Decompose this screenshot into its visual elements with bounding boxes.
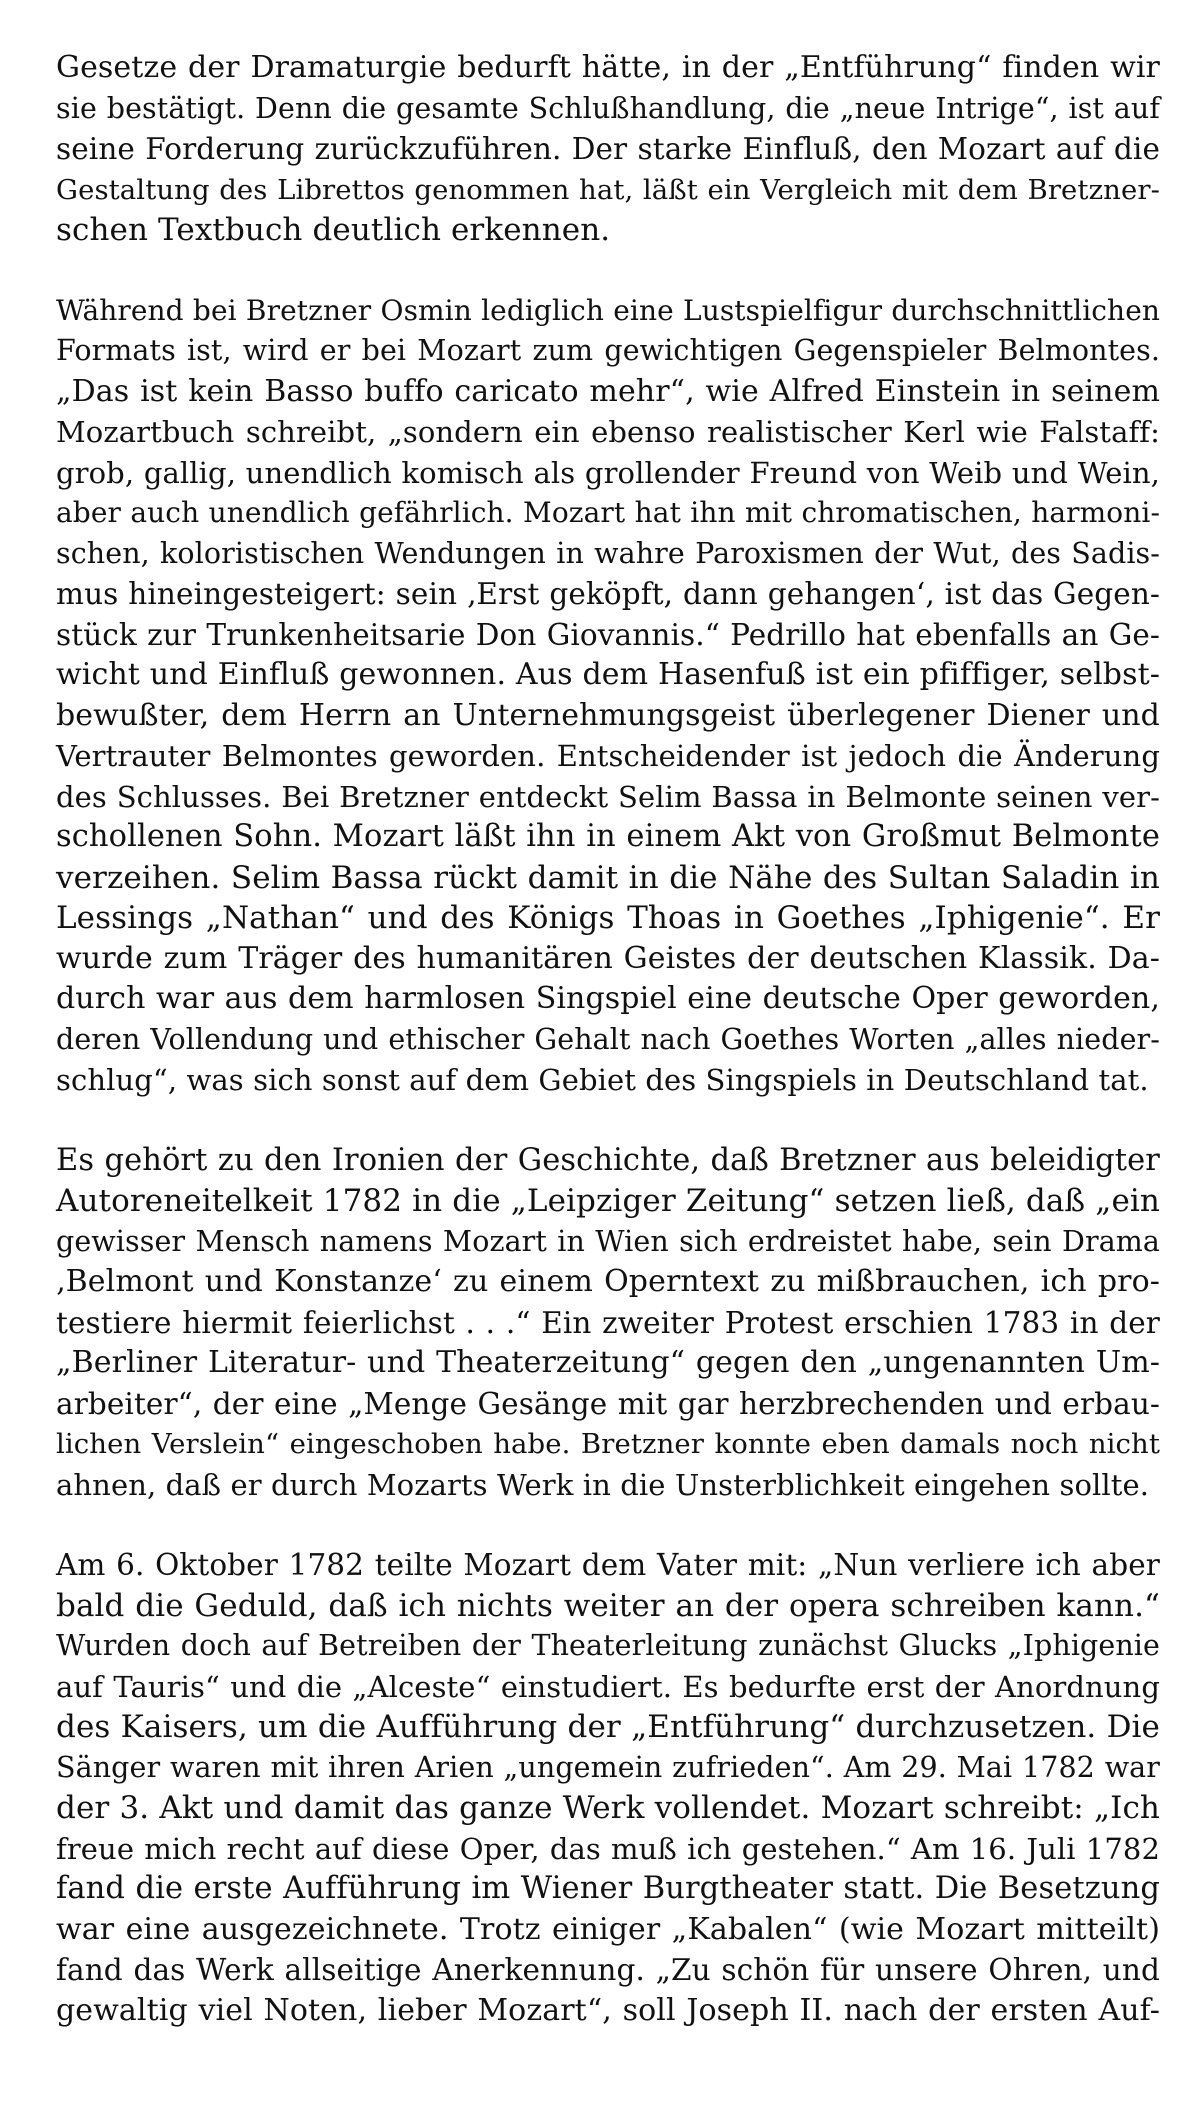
- text-line: Am 6. Oktober 1782 teilte Mozart dem Vater mit: „Nun verliere ich aber: [56, 1548, 1160, 1582]
- text-line: schlug“, was sich sonst auf dem Gebiet des Singspiels in Deutschland tat.: [56, 1063, 1149, 1097]
- text-line: des Schlusses. Bei Bretzner entdeckt Selim Bassa in Belmonte seinen ver-: [56, 779, 1160, 814]
- text-line: Wurden doch auf Betreiben der Theaterleitung zunächst Glucks „Iphigenie: [56, 1629, 1160, 1662]
- text-line: war eine ausgezeichnete. Trotz einiger „Kabalen“ (wie Mozart mitteilt): [56, 1911, 1160, 1947]
- text-line: Sänger waren mit ihren Arien „ungemein zufrieden“. Am 29. Mai 1782 war: [56, 1750, 1160, 1784]
- text-line: arbeiter“, der eine „Menge Gesänge mit gar herzbrechenden und erbau-: [56, 1386, 1160, 1421]
- text-line: wicht und Einfluß gewonnen. Aus dem Hasenfuß ist ein pfiffiger, selbst-: [56, 657, 1160, 692]
- text-line: deren Vollendung und ethischer Gehalt nach Goethes Worten „alles nieder-: [56, 1022, 1160, 1056]
- text-line: Formats ist, wird er bei Mozart zum gewichtigen Gegenspieler Belmontes.: [56, 334, 1160, 367]
- text-line: auf Tauris“ und die „Alceste“ einstudiert. Es bedurfte erst der Anordnung: [56, 1669, 1160, 1704]
- text-line: Gestaltung des Librettos genommen hat, läßt ein Vergleich mit dem Bretzner-: [56, 173, 1160, 206]
- text-line: fand das Werk allseitige Anerkennung. „Zu schön für unsere Ohren, und: [56, 1953, 1160, 1987]
- text-line: aber auch unendlich gefährlich. Mozart hat ihn mit chromatischen, harmoni-: [56, 496, 1160, 529]
- text-line: bewußter, dem Herrn an Unternehmungsgeist überlegener Diener und: [56, 697, 1160, 733]
- text-line: stück zur Trunkenheitsarie Don Giovannis.“ Pedrillo hat ebenfalls an Ge-: [56, 617, 1160, 652]
- text-line: gewisser Mensch namens Mozart in Wien sich erdreistet habe, sein Drama: [56, 1224, 1160, 1258]
- text-line: freue mich recht auf diese Oper, das muß ich gestehen.“ Am 16. Juli 1782: [56, 1831, 1160, 1866]
- paragraph-4: [56, 1545, 1160, 2031]
- text-line: durch war aus dem harmlosen Singspiel eine deutsche Oper geworden,: [56, 981, 1160, 1016]
- text-line: „Berliner Literatur- und Theaterzeitung“ gegen den „ungenannten Um-: [56, 1345, 1160, 1380]
- text-line: des Kaisers, um die Aufführung der „Entführung“ durchzusetzen. Die: [56, 1709, 1160, 1745]
- text-line: der 3. Akt und damit das ganze Werk vollendet. Mozart schreibt: „Ich: [56, 1790, 1160, 1826]
- text-line: Es gehört zu den Ironien der Geschichte, daß Bretzner aus beleidigter: [56, 1142, 1160, 1178]
- text-line: seine Forderung zurückzuführen. Der starke Einfluß, den Mozart auf die: [56, 132, 1160, 166]
- text-line: verzeihen. Selim Bassa rückt damit in die Nähe des Sultan Saladin in: [56, 859, 1160, 896]
- paragraph-2: [56, 291, 1160, 1101]
- text-line: Mozartbuch schreibt, „sondern ein ebenso realistischer Kerl wie Falstaff:: [56, 415, 1160, 449]
- text-line: Vertrauter Belmontes geworden. Entscheidender ist jedoch die Änderung: [56, 739, 1160, 773]
- text-line: ‚Belmont und Konstanze‘ zu einem Operntext zu mißbrauchen, ich pro-: [56, 1264, 1160, 1299]
- text-line: wurde zum Träger des humanitären Geistes der deutschen Klassik. Da-: [56, 940, 1160, 976]
- text-line: fand die erste Aufführung im Wiener Burgtheater statt. Die Besetzung: [56, 1871, 1160, 1906]
- text-line: schen, koloristischen Wendungen in wahre Paroxismen der Wut, des Sadis-: [56, 536, 1160, 570]
- text-line: bald die Geduld, daß ich nichts weiter an der opera schreiben kann.“: [56, 1587, 1160, 1624]
- text-line: „Das ist kein Basso buffo caricato mehr“, wie Alfred Einstein in seinem: [56, 373, 1160, 409]
- paragraph-1: [56, 48, 1160, 251]
- text-line: ahnen, daß er durch Mozarts Werk in die Unsterblichkeit eingehen sollte.: [56, 1467, 1150, 1502]
- text-line: grob, gallig, unendlich komisch als grollender Freund von Weib und Wein,: [56, 455, 1160, 490]
- document-page: [56, 48, 1160, 2071]
- paragraph-3: [56, 1141, 1160, 1506]
- text-line: testiere hiermit feierlichst . . .“ Ein zweiter Protest erschien 1783 in der: [56, 1305, 1160, 1340]
- text-line: schen Textbuch deutlich erkennen.: [56, 212, 611, 248]
- text-line: Autoreneitelkeit 1782 in die „Leipziger Zeitung“ setzen ließ, daß „ein: [56, 1183, 1160, 1219]
- text-line: Gesetze der Dramaturgie bedurft hätte, in der „Entführung“ finden wir: [56, 50, 1160, 85]
- text-line: mus hineingesteigert: sein ‚Erst geköpft, dann gehangen‘, ist das Gegen-: [56, 577, 1160, 611]
- text-line: sie bestätigt. Denn die gesamte Schlußhandlung, die „neue Intrige“, ist auf: [56, 91, 1160, 125]
- text-line: schollenen Sohn. Mozart läßt ihn in einem Akt von Großmut Belmonte: [56, 819, 1160, 854]
- text-line: Während bei Bretzner Osmin lediglich eine Lustspielfigur durchschnittlichen: [56, 293, 1160, 327]
- text-line: Lessings „Nathan“ und des Königs Thoas in Goethes „Iphigenie“. Er: [56, 900, 1160, 936]
- text-line: gewaltig viel Noten, lieber Mozart“, soll Joseph II. nach der ersten Auf-: [56, 1992, 1160, 2028]
- text-line: lichen Verslein“ eingeschoben habe. Bretzner konnte eben damals noch nicht: [56, 1428, 1160, 1460]
